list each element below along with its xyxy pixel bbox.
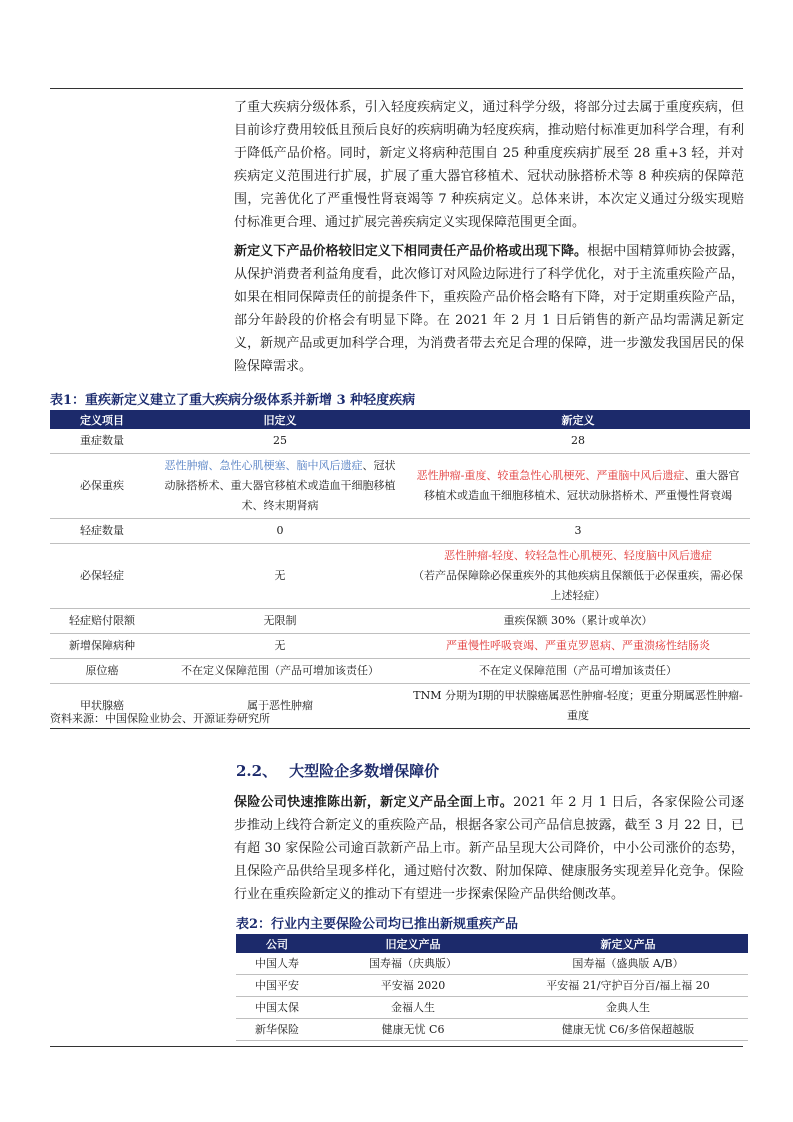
paragraph-text: 2021 年 2 月 1 日后，各家保险公司逐步推动上线符合新定义的重疾险产品，根据各家公司产品信息披露，截至 3 月 22 日，已有超 30 家保险公司逾百款新产品上市。新产品呈现大公司降价，中小公司涨价的态势，且保险产品供给呈现多样化，通过赔付次数、附加保障、健康服务实现差异化竞争。保险行业在重疾险新定义的推动下有望进一步探索保险产品供给侧改革。 — [234, 795, 744, 902]
new-cell: 不在定义保障范围（产品可增加该责任） — [406, 659, 750, 684]
company-cell: 中国人寿 — [236, 953, 318, 975]
table1-caption: 表1：重疾新定义建立了重大疾病分级体系并新增 3 种轻度疾病 — [50, 393, 416, 408]
item-cell: 轻症数量 — [50, 519, 154, 544]
old-cell: 属于恶性肿瘤 — [154, 684, 406, 729]
table-row — [50, 659, 750, 684]
item-cell: 原位癌 — [50, 659, 154, 684]
column-header: 定义项目 — [50, 410, 154, 429]
table-row — [236, 953, 748, 975]
highlight-text: 恶性肿瘤、急性心肌梗塞、脑中风后遗症 — [164, 459, 363, 472]
paragraph-text: 根据中国精算师协会披露，从保护消费者利益角度看，此次修订对风险边际进行了科学优化，对于主流重疾险产品，如果在相同保障责任的前提条件下，重疾险产品价格会略有下降，对于定期重疾险产品，部分年龄段的价格会有明显下降。在 2021 年 2 月 1 日后销售的新产品均需满足新定义，新规产品或更加科学合理，为消费者带去充足合理的保障，进一步激发我国居民的保险保障需求。 — [234, 244, 744, 374]
table-row — [236, 997, 748, 1019]
old-cell: 无限制 — [154, 609, 406, 634]
new-product-cell: 健康无忧 C6/多倍保超越版 — [508, 1019, 748, 1041]
section-heading — [236, 760, 439, 781]
new-product-cell: 平安福 21/守护百分百/福上福 20 — [508, 975, 748, 997]
footer-rule — [50, 1046, 743, 1047]
column-header: 公司 — [236, 934, 318, 953]
new-product-cell: 金典人生 — [508, 997, 748, 1019]
new-cell — [406, 544, 750, 609]
company-cell: 中国平安 — [236, 975, 318, 997]
paragraph-products — [234, 791, 744, 906]
column-header: 旧定义产品 — [318, 934, 508, 953]
table-row — [236, 1019, 748, 1041]
paragraph-lead: 新定义下产品价格较旧定义下相同责任产品价格或出现下降。 — [234, 244, 588, 259]
new-cell: 28 — [406, 429, 750, 454]
table-row — [50, 609, 750, 634]
item-cell: 轻症赔付限额 — [50, 609, 154, 634]
highlight-text: 恶性肿瘤-轻度、较轻急性心肌梗死、轻度脑中风后遗症 — [444, 549, 712, 562]
paragraph-text: 了重大疾病分级体系，引入轻度疾病定义，通过科学分级，将部分过去属于重度疾病，但目前诊疗费用较低且预后良好的疾病明确为轻度疾病，推动赔付标准更加科学合理，有利于降低产品价格。同时，新定义将病种范围自 25 种重度疾病扩展至 28 重+3 轻，并对疾病定义范围进行扩展，扩展了重大器官移植术、冠状动脉搭桥术等 8 种疾病的保障范围，完善优化了严重慢性肾衰竭等 7 种疾病定义。总体来讲，本次定义通过分级实现赔付标准更合理、通过扩展完善疾病定义实现保障范围更全面。 — [234, 100, 744, 230]
table-header-row — [236, 934, 748, 953]
old-cell: 无 — [154, 634, 406, 659]
paragraph-intro — [234, 96, 744, 234]
table-header-row — [50, 410, 750, 429]
old-product-cell: 健康无忧 C6 — [318, 1019, 508, 1041]
new-cell — [406, 454, 750, 519]
section-number: 2.2、 — [236, 762, 278, 780]
old-cell: 0 — [154, 519, 406, 544]
paragraph-lead: 保险公司快速推陈出新，新定义产品全面上市。 — [234, 795, 514, 810]
old-product-cell: 金福人生 — [318, 997, 508, 1019]
header-rule — [50, 88, 743, 89]
table-row — [50, 634, 750, 659]
cell-text: 、冠状动脉搭桥术、重大器官移植术或造血干细胞移植术、终末期肾病 — [164, 459, 396, 512]
old-cell: 25 — [154, 429, 406, 454]
table-row — [50, 544, 750, 609]
old-cell: 不在定义保障范围（产品可增加该责任） — [154, 659, 406, 684]
table-row — [50, 454, 750, 519]
item-cell: 甲状腺癌 — [50, 684, 154, 729]
table-row — [236, 975, 748, 997]
paragraph-price — [234, 240, 744, 378]
old-product-cell: 国寿福（庆典版） — [318, 953, 508, 975]
new-cell: 3 — [406, 519, 750, 544]
section-title: 大型险企多数增保障价 — [289, 762, 440, 780]
table2-caption: 表2：行业内主要保险公司均已推出新规重疾产品 — [236, 917, 519, 932]
table-disease-definitions — [50, 410, 750, 729]
item-cell: 必保轻症 — [50, 544, 154, 609]
cell-note: （若产品保障除必保重疾外的其他疾病且保额低于必保重疾，需必保上述轻症） — [413, 569, 743, 602]
item-cell: 重症数量 — [50, 429, 154, 454]
item-cell: 新增保障病种 — [50, 634, 154, 659]
old-product-cell: 平安福 2020 — [318, 975, 508, 997]
column-header: 旧定义 — [154, 410, 406, 429]
table-row — [50, 519, 750, 544]
highlight-text: 恶性肿瘤-重度、较重急性心肌梗死、严重脑中风后遗症 — [416, 469, 685, 482]
company-cell: 新华保险 — [236, 1019, 318, 1041]
item-cell: 必保重疾 — [50, 454, 154, 519]
cell-text: 、重大器官移植术或造血干细胞移植术、冠状动脉搭桥术、严重慢性肾衰竭 — [424, 469, 740, 502]
old-cell: 无 — [154, 544, 406, 609]
new-product-cell: 国寿福（盛典版 A/B） — [508, 953, 748, 975]
new-cell: 严重慢性呼吸衰竭、严重克罗恩病、严重溃疡性结肠炎 — [406, 634, 750, 659]
old-cell — [154, 454, 406, 519]
table-company-products — [236, 934, 748, 1041]
column-header: 新定义 — [406, 410, 750, 429]
column-header: 新定义产品 — [508, 934, 748, 953]
new-cell: 重疾保额 30%（累计或单次） — [406, 609, 750, 634]
company-cell: 中国太保 — [236, 997, 318, 1019]
source-note: 资料来源：中国保险业协会、开源证券研究所 — [50, 712, 270, 725]
table-row — [50, 429, 750, 454]
new-cell: TNM 分期为Ⅰ期的甲状腺癌属恶性肿瘤-轻度；更重分期属恶性肿瘤-重度 — [406, 684, 750, 729]
